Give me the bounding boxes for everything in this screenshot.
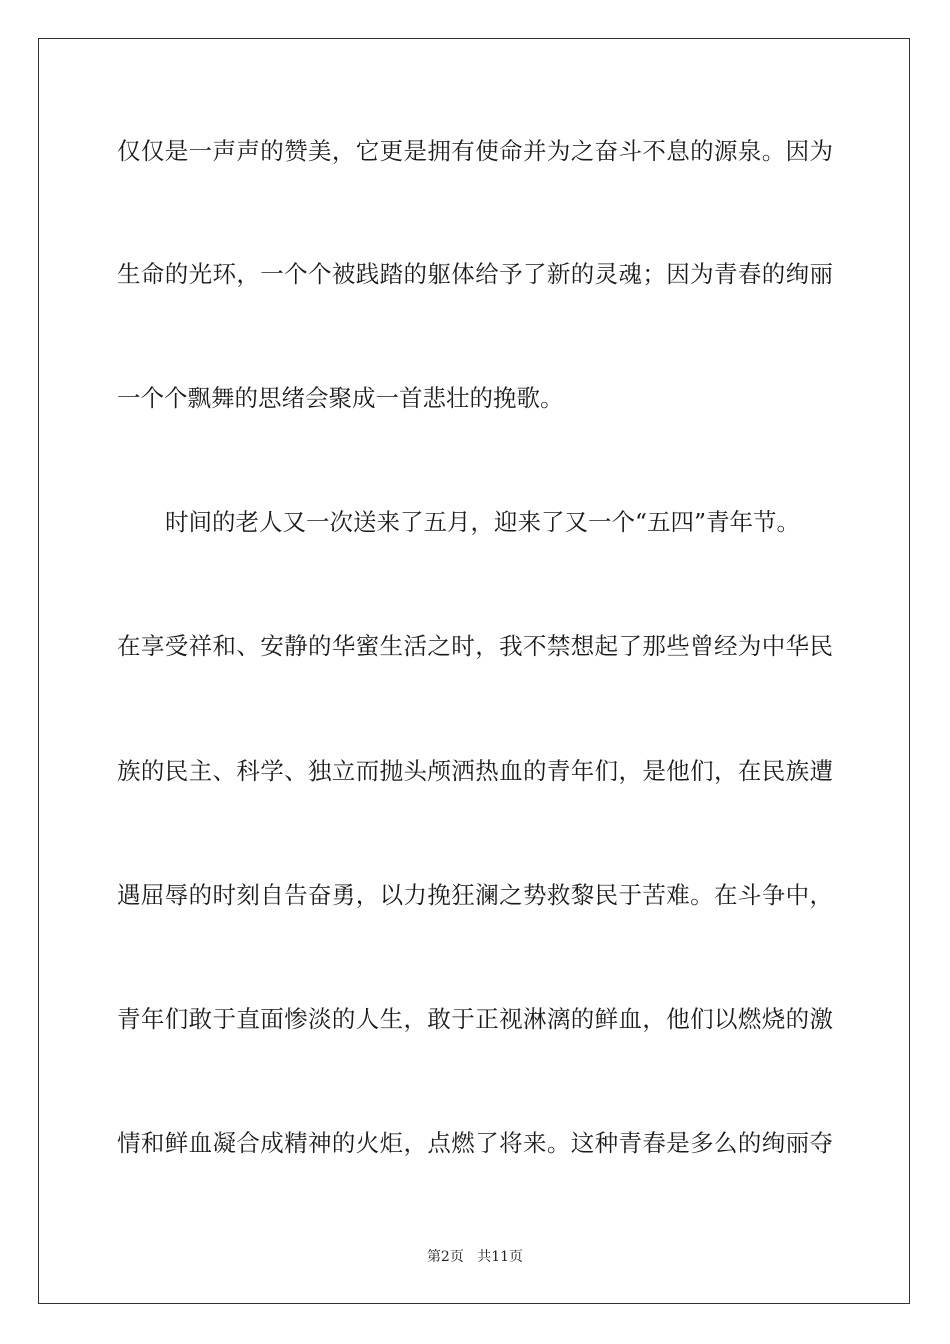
text-line: 仅仅是一声声的赞美，它更是拥有使命并为之奋斗不息的源泉。因为: [117, 137, 833, 165]
page-number: 第2页: [426, 1249, 464, 1265]
text-line-indented: 时间的老人又一次送来了五月，迎来了又一个“五四”青年节。: [165, 508, 801, 536]
page-total: 共11页: [477, 1249, 524, 1265]
page-border: [38, 38, 910, 1304]
text-line: 在享受祥和、安静的华蜜生活之时，我不禁想起了那些曾经为中华民: [117, 632, 833, 660]
text-line: 青年们敢于直面惨淡的人生，敢于正视淋漓的鲜血，他们以燃烧的激: [117, 1005, 833, 1033]
page-footer: [0, 1248, 950, 1266]
text-line: 一个个飘舞的思绪会聚成一首悲壮的挽歌。: [117, 384, 564, 412]
text-line: 情和鲜血凝合成精神的火炬，点燃了将来。这种青春是多么的绚丽夺: [117, 1129, 833, 1157]
text-line: 族的民主、科学、独立而抛头颅洒热血的青年们，是他们，在民族遭: [117, 757, 833, 785]
text-line: 遇屈辱的时刻自告奋勇，以力挽狂澜之势救黎民于苦难。在斗争中，: [117, 881, 833, 909]
text-line: 生命的光环，一个个被践踏的躯体给予了新的灵魂；因为青春的绚丽: [117, 260, 833, 288]
